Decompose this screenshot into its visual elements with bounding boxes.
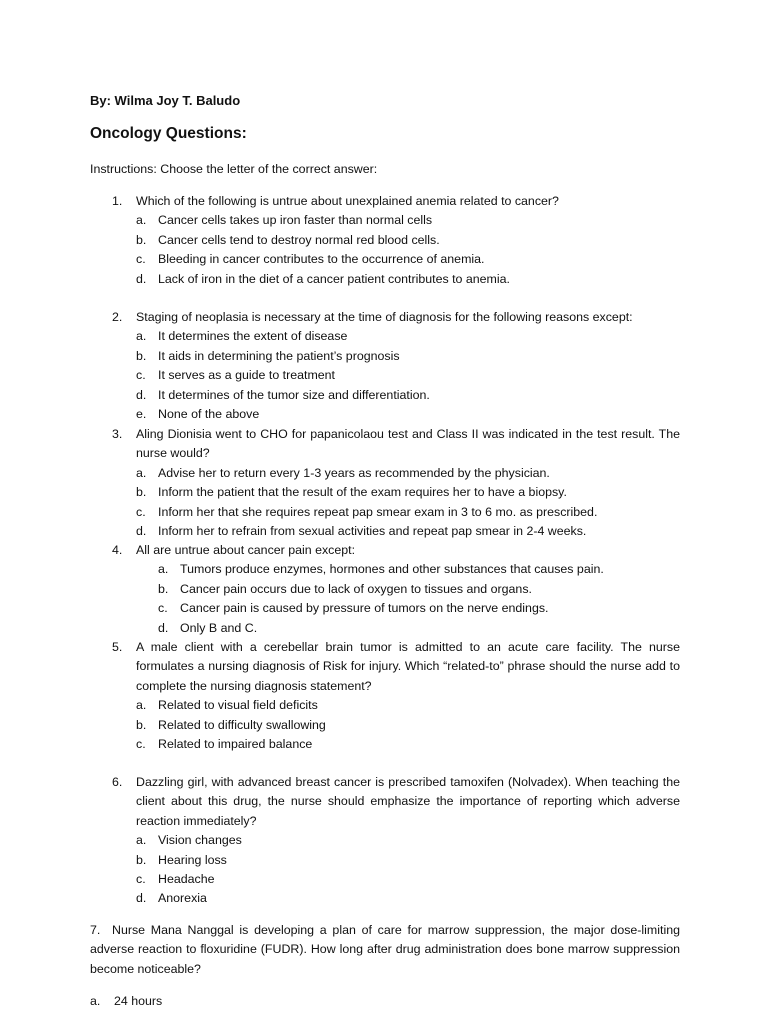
option-item (136, 889, 680, 908)
option-item (136, 696, 680, 715)
option-text: Cancer cells tend to destroy normal red blood cells. (158, 232, 440, 247)
option-text: None of the above (158, 407, 260, 422)
question-number: 6. (112, 775, 123, 789)
option-text: Related to visual field deficits (158, 698, 318, 713)
option-letter: e. (136, 407, 147, 422)
question-6 (112, 773, 680, 909)
option-item (158, 619, 680, 638)
option-text: Vision changes (158, 833, 242, 848)
option-item (136, 211, 680, 230)
option-letter: c. (136, 737, 146, 752)
option-text: Lack of iron in the diet of a cancer patient contributes to anemia. (158, 271, 510, 286)
option-list (112, 560, 680, 638)
option-letter: c. (136, 872, 146, 887)
option-letter: c. (136, 252, 146, 267)
option-list (112, 464, 680, 542)
option-letter: a. (158, 562, 169, 577)
question-3 (112, 425, 680, 541)
option-list (112, 831, 680, 909)
question-stem: Which of the following is untrue about unexplained anemia related to cancer? (136, 194, 559, 208)
question-5 (112, 638, 680, 754)
option-letter: c. (158, 601, 168, 616)
option-item (136, 464, 680, 483)
option-item (136, 270, 680, 289)
option-item (158, 560, 680, 579)
option-item (136, 870, 680, 889)
option-letter: d. (136, 387, 147, 402)
question-stem: A male client with a cerebellar brain tumor is admitted to an acute care facility. The nurse formulates a nursing diagnosis of Risk for injury. Which “related-to” phrase should the nurse add to complete the nursing diagnosis statement? (136, 640, 680, 693)
question-stem: Staging of neoplasia is necessary at the time of diagnosis for the following reasons except: (136, 310, 633, 324)
option-text: Cancer cells takes up iron faster than normal cells (158, 213, 433, 228)
option-letter: d. (136, 891, 147, 906)
option-item (136, 327, 680, 346)
question-number: 3. (112, 427, 123, 441)
question-number: 2. (112, 310, 123, 324)
question-number: 7. (90, 923, 101, 937)
option-item (136, 366, 680, 385)
option-item (136, 735, 680, 754)
option-text: Cancer pain is caused by pressure of tumors on the nerve endings. (180, 601, 549, 616)
option-text: Bleeding in cancer contributes to the occurrence of anemia. (158, 252, 485, 267)
option-list (112, 327, 680, 424)
question-number: 1. (112, 194, 123, 208)
author-line: By: Wilma Joy T. Baludo (90, 93, 241, 108)
option-item (136, 231, 680, 250)
option-letter: b. (158, 581, 169, 596)
option-letter: b. (136, 852, 147, 867)
option-letter: b. (136, 348, 147, 363)
option-letter: a. (136, 465, 147, 480)
question-stem: Aling Dionisia went to CHO for papanicolaou test and Class II was indicated in the test result. The nurse would? (136, 427, 680, 461)
question-stem: Dazzling girl, with advanced breast cancer is prescribed tamoxifen (Nolvadex). When teaching the client about this drug, the nurse should emphasize the importance of reporting which adverse reaction immediately? (136, 775, 680, 828)
question-stem: Nurse Mana Nanggal is developing a plan of care for marrow suppression, the major dose-limiting adverse reaction to floxuridine (FUDR). How long after drug administration does bone marrow suppression become noticeable? (90, 923, 680, 976)
option-text: It determines the extent of disease (158, 329, 348, 344)
option-text: Headache (158, 872, 215, 887)
option-item (136, 386, 680, 405)
option-letter: c. (136, 368, 146, 383)
option-letter: c. (136, 504, 146, 519)
option-text: Tumors produce enzymes, hormones and other substances that causes pain. (180, 562, 604, 577)
option-item (136, 405, 680, 424)
option-letter: b. (136, 232, 147, 247)
option-letter: a. (136, 213, 147, 228)
option-list (112, 696, 680, 754)
question-number: 4. (112, 543, 123, 557)
option-letter: a. (136, 833, 147, 848)
option-text: Related to impaired balance (158, 737, 313, 752)
option-letter: a. (136, 698, 147, 713)
option-letter: a. (136, 329, 147, 344)
option-item (136, 503, 680, 522)
option-item (136, 522, 680, 541)
option-text: Related to difficulty swallowing (158, 717, 326, 732)
option-text: It serves as a guide to treatment (158, 368, 336, 383)
option-item (136, 250, 680, 269)
option-text: Inform the patient that the result of the exam requires her to have a biopsy. (158, 485, 567, 500)
question-stem: All are untrue about cancer pain except: (136, 543, 356, 557)
option-text: 24 hours (114, 994, 163, 1008)
question-2 (112, 308, 680, 424)
question-number: 5. (112, 640, 123, 654)
option-item (136, 483, 680, 502)
option-text: Inform her that she requires repeat pap smear exam in 3 to 6 mo. as prescribed. (158, 504, 598, 519)
option-text: Inform her to refrain from sexual activities and repeat pap smear in 2-4 weeks. (158, 524, 587, 539)
option-item (136, 831, 680, 850)
option-item (90, 992, 162, 1011)
option-letter: d. (136, 524, 147, 539)
option-text: Hearing loss (158, 852, 227, 867)
option-list (112, 211, 680, 289)
option-letter: d. (158, 620, 169, 635)
option-item (158, 599, 680, 618)
option-text: Cancer pain occurs due to lack of oxygen to tissues and organs. (180, 581, 532, 596)
option-item (158, 580, 680, 599)
option-text: Only B and C. (180, 620, 258, 635)
option-letter: b. (136, 717, 147, 732)
option-item (136, 851, 680, 870)
option-text: Anorexia (158, 891, 207, 906)
instructions-text: Instructions: Choose the letter of the correct answer: (90, 162, 378, 176)
option-item (136, 347, 680, 366)
question-7 (90, 921, 680, 979)
option-item (136, 716, 680, 735)
option-letter: d. (136, 271, 147, 286)
document-title: Oncology Questions: (90, 125, 247, 142)
option-letter: a. (90, 994, 101, 1008)
question-4 (112, 541, 680, 638)
option-text: Advise her to return every 1-3 years as recommended by the physician. (158, 465, 550, 480)
option-text: It determines of the tumor size and differentiation. (158, 387, 430, 402)
option-letter: b. (136, 485, 147, 500)
option-text: It aids in determining the patient’s prognosis (158, 348, 400, 363)
question-1 (112, 192, 680, 289)
